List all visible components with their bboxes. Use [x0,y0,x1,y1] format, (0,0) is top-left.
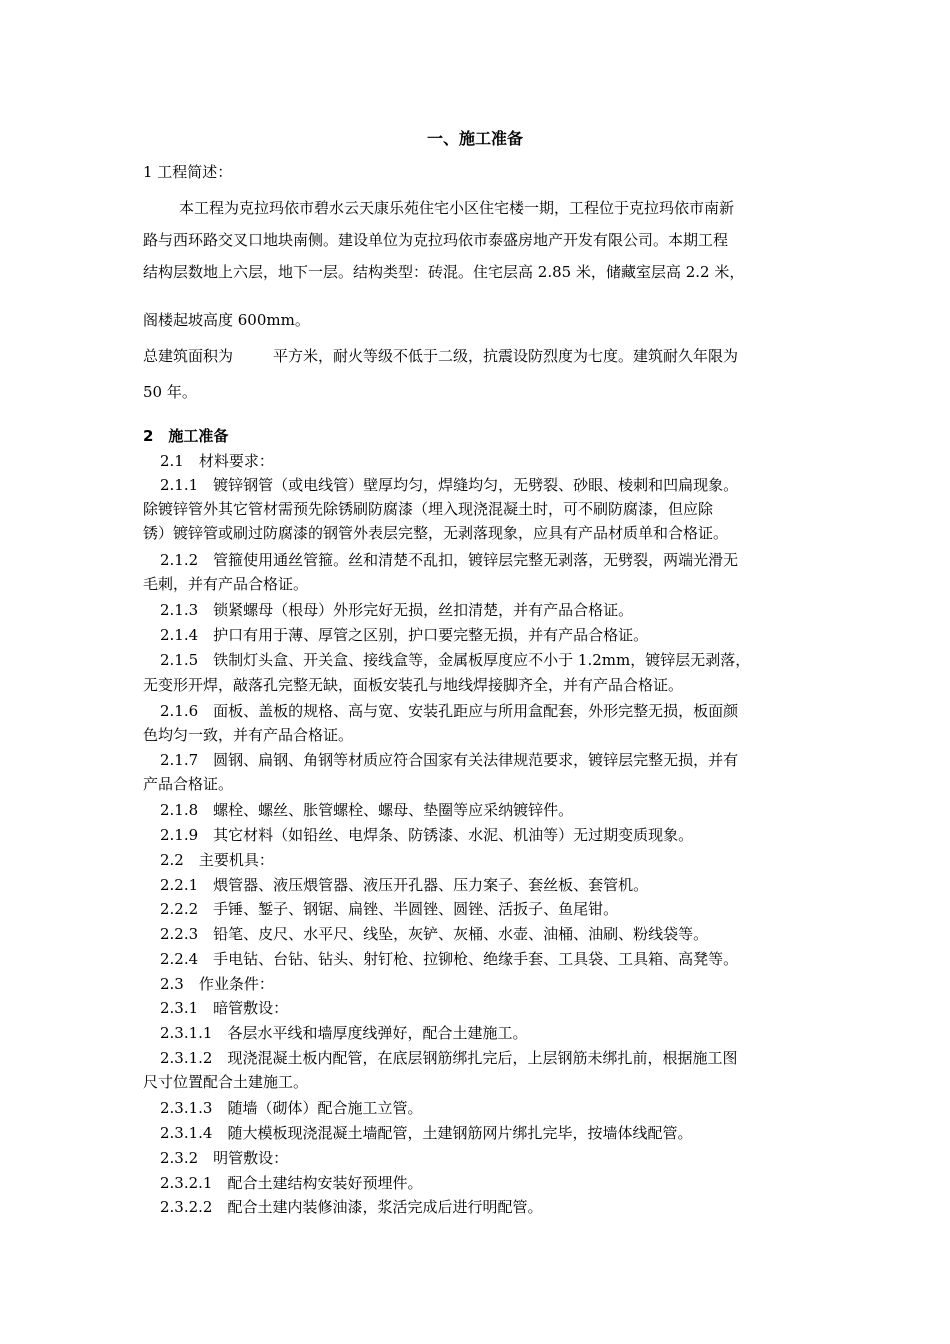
paragraph-line: 结构层数地上六层，地下一层。结构类型：砖混。住宅层高 2.85 米，储藏室层高 2.2 米， [143,263,745,281]
paragraph-line: 本工程为克拉玛依市碧水云天康乐苑住宅小区住宅楼一期，工程位于克拉玛依市南新 [179,199,735,217]
list-item: 2.3.2.1 配合土建结构安装好预埋件。 [160,1174,423,1192]
list-item: 2.1.9 其它材料（如铅丝、电焊条、防锈漆、水泥、机油等）无过期变质现象。 [160,826,694,844]
list-item: 2.1.5 铁制灯头盒、开关盒、接线盒等，金属板厚度应不小于 1.2mm，镀锌层无剥落， [160,651,751,669]
list-item: 2.2.4 手电钻、台钻、钻头、射钉枪、拉铆枪、绝缘手套、工具袋、工具箱、高凳等。 [160,950,739,968]
list-item: 2.1.4 护口有用于薄、厚管之区别，护口要完整无损，并有产品合格证。 [160,626,649,644]
list-item: 2.3.1.1 各层水平线和墙厚度线弹好，配合土建施工。 [160,1024,528,1042]
list-item: 2.3.1.3 随墙（砌体）配合施工立管。 [160,1099,423,1117]
list-item: 2.3.1.2 现浇混凝土板内配管，在底层钢筋绑扎完后，上层钢筋未绑扎前，根据施工图 [160,1049,738,1067]
area-rest: 平方米，耐火等级不低于二级，抗震设防烈度为七度。建筑耐久年限为 [273,347,739,365]
page-title: 一、施工准备 [426,129,523,148]
list-item: 2.1.6 面板、盖板的规格、高与宽、安装孔距应与所用盒配套，外形完整无损，板面颜 [160,702,739,720]
list-item: 毛刺，并有产品合格证。 [143,575,309,593]
paragraph-line: 50 年。 [143,383,197,401]
list-item: 2.1.8 螺栓、螺丝、胀管螺栓、螺母、垫圈等应采纳镀锌件。 [160,801,574,819]
list-item: 2.1.2 管箍使用通丝管箍。丝和清楚不乱扣，镀锌层完整无剥落，无劈裂，两端光滑无 [160,551,739,569]
list-item: 2.2.2 手锤、錾子、钢锯、扁锉、半圆锉、圆锉、活扳子、鱼尾钳。 [160,900,619,918]
section-2-title: 2 施工准备 [143,427,229,445]
list-item: 2.2.3 铅笔、皮尺、水平尺、线坠，灰铲、灰桶、水壶、油桶、油刷、粉线袋等。 [160,925,709,943]
list-item: 尺寸位置配合土建施工。 [143,1073,309,1091]
list-item: 2.3.1 暗管敷设： [160,999,289,1017]
list-item: 锈）镀锌管或刷过防腐漆的钢管外表层完整，无剥落现象，应具有产品材质单和合格证。 [143,524,729,542]
area-label: 总建筑面积为 [143,347,234,365]
list-item: 2.3.1.4 随大模板现浇混凝土墙配管，土建钢筋网片绑扎完毕，按墙体线配管。 [160,1124,693,1142]
list-item: 2.2.1 煨管器、液压煨管器、液压开孔器、压力案子、套丝板、套管机。 [160,876,649,894]
list-item: 2.3.2.2 配合土建内装修油漆，浆活完成后进行明配管。 [160,1198,543,1216]
list-item: 无变形开焊，敲落孔完整无缺，面板安装孔与地线焊接脚齐全，并有产品合格证。 [143,676,684,694]
list-item: 2.1.1 镀锌钢管（或电线管）壁厚均匀，焊缝均匀，无劈裂、砂眼、棱刺和凹扁现象。 [160,476,739,494]
list-item: 2.2 主要机具： [160,851,274,869]
list-item: 产品合格证。 [143,775,234,793]
paragraph-line [143,346,811,366]
list-item: 2.3.2 明管敷设： [160,1149,289,1167]
list-item: 2.1.3 锁紧螺母（根母）外形完好无损，丝扣清楚，并有产品合格证。 [160,601,634,619]
section-1-title: 1 工程简述： [143,163,233,181]
paragraph-line: 阁楼起坡高度 600mm。 [143,311,310,329]
list-item: 除镀锌管外其它管材需预先除锈刷防腐漆（埋入现浇混凝土时，可不刷防腐漆，但应除 [143,500,714,518]
list-item: 2.1.7 圆钢、扁钢、角钢等材质应符合国家有关法律规范要求，镀锌层完整无损，并有 [160,751,739,769]
list-item: 色均匀一致，并有产品合格证。 [143,726,354,744]
paragraph-line: 路与西环路交叉口地块南侧。建设单位为克拉玛依市泰盛房地产开发有限公司。本期工程 [143,231,729,249]
list-item: 2.1 材料要求： [160,452,274,470]
list-item: 2.3 作业条件： [160,975,274,993]
